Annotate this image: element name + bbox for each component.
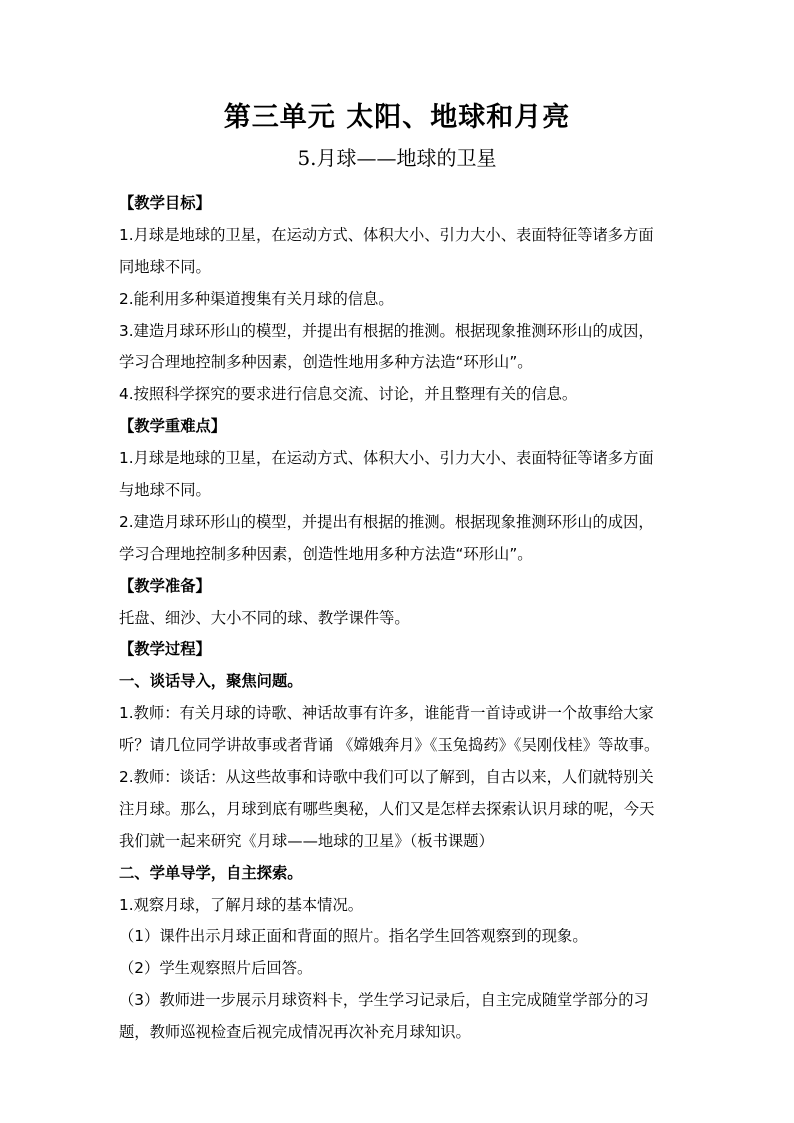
text-line: 学习合理地控制多种因素，创造性地用多种方法造“环形山”。: [119, 544, 533, 563]
text-line: 1.教师：有关月球的诗歌、神话故事有许多，谁能背一首诗或讲一个故事给大家: [119, 704, 654, 723]
text-line: 注月球。那么，月球到底有哪些奥秘，人们又是怎样去探索认识月球的呢，今天: [119, 799, 655, 818]
section-heading: 【教学过程】: [119, 640, 211, 659]
text-line: （2）学生观察照片后回答。: [119, 959, 313, 978]
text-line: 我们就一起来研究《月球——地球的卫星》（板书课题）: [119, 831, 494, 850]
text-line: （1）课件出示月球正面和背面的照片。指名学生回答观察到的现象。: [119, 927, 588, 946]
text-line: 2.教师：谈话：从这些故事和诗歌中我们可以了解到，自古以来，人们就特别关: [119, 768, 654, 787]
text-line: 2.能利用多种渠道搜集有关月球的信息。: [119, 289, 394, 308]
text-line: （3）教师进一步展示月球资料卡，学生学习记录后，自主完成随堂学部分的习: [119, 991, 649, 1010]
section-heading: 【教学重难点】: [119, 417, 227, 436]
text-line: 4.按照科学探究的要求进行信息交流、讨论，并且整理有关的信息。: [119, 385, 578, 404]
text-line: 题，教师巡视检查后视完成情况再次补充月球知识。: [119, 1023, 471, 1042]
subsection-heading: 一、谈话导入，聚焦问题。: [119, 672, 303, 691]
section-heading: 【教学目标】: [119, 194, 211, 212]
text-line: 1.月球是地球的卫星，在运动方式、体积大小、引力大小、表面特征等诸多方面: [119, 449, 654, 468]
text-line: 托盘、细沙、大小不同的球、教学课件等。: [119, 608, 410, 627]
text-line: 与地球不同。: [119, 481, 211, 500]
text-line: 2.建造月球环形山的模型，并提出有根据的推测。根据现象推测环形山的成因，: [119, 512, 654, 531]
lesson-subtitle: 5.月球——地球的卫星: [297, 146, 497, 170]
text-line: 听？请几位同学讲故事或者背诵 《嫦娥奔月》《玉兔捣药》《吴刚伐桂》等故事。: [119, 736, 660, 755]
text-line: 1.月球是地球的卫星，在运动方式、体积大小、引力大小、表面特征等诸多方面: [119, 225, 654, 244]
text-line: 学习合理地控制多种因素，创造性地用多种方法造“环形山”。: [119, 353, 533, 372]
text-line: 1.观察月球，了解月球的基本情况。: [119, 895, 364, 914]
section-heading: 【教学准备】: [119, 576, 211, 595]
subsection-heading: 二、学单导学，自主探索。: [119, 863, 303, 882]
text-line: 同地球不同。: [119, 257, 211, 276]
text-line: 3.建造月球环形山的模型，并提出有根据的推测。根据现象推测环形山的成因，: [119, 321, 654, 340]
document-body: [119, 188, 679, 1049]
document-title: 第三单元 太阳、地球和月亮: [223, 102, 571, 133]
